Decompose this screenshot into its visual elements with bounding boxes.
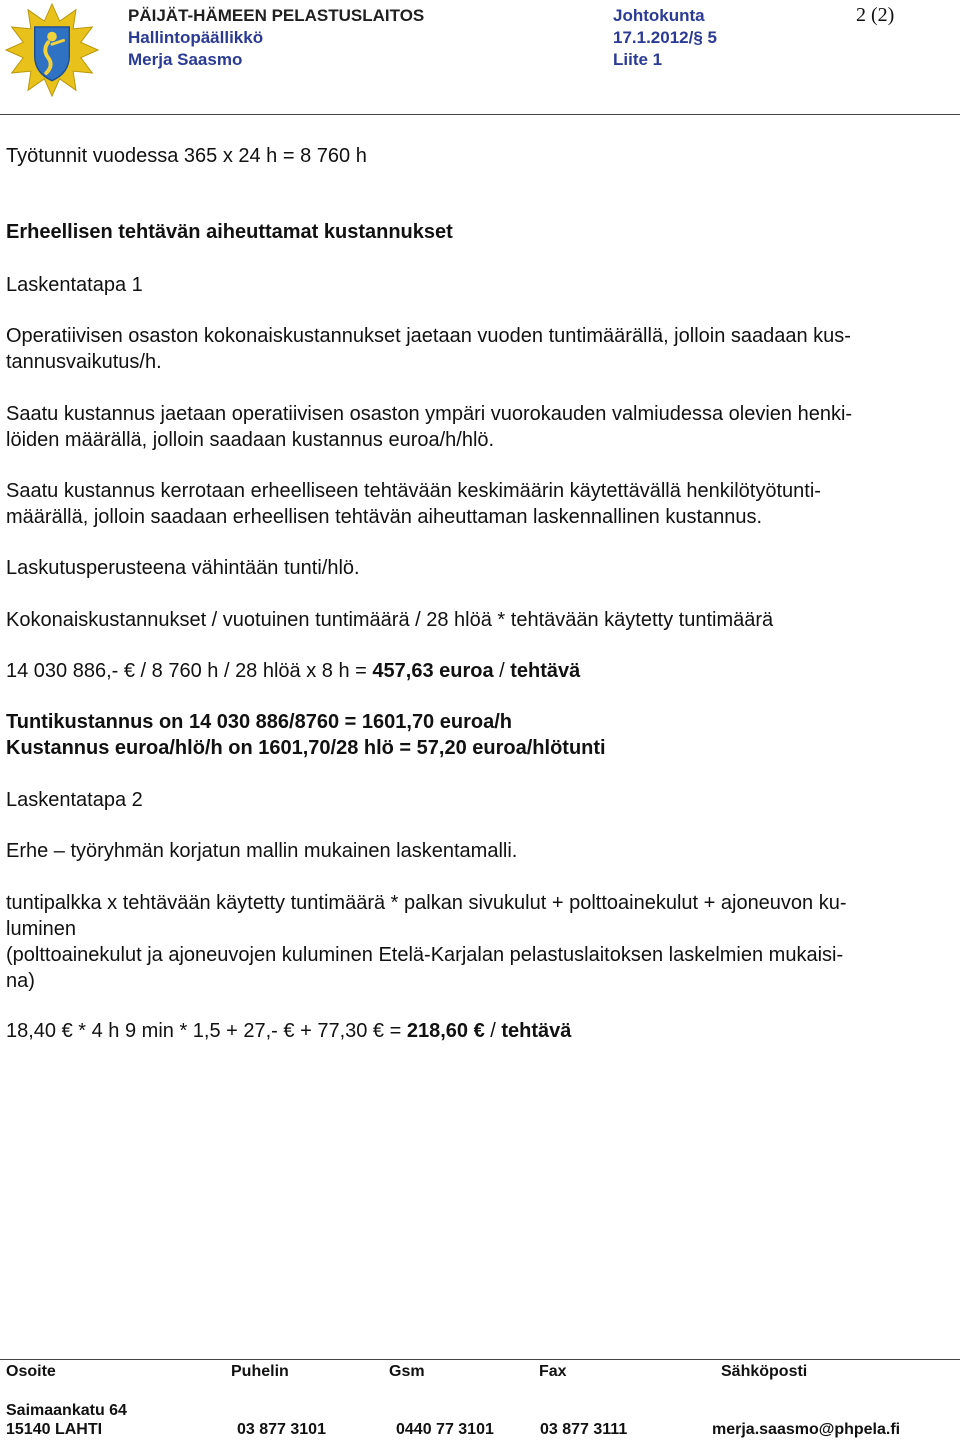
footer-label-fax: Fax	[539, 1363, 567, 1380]
work-hours-line: Työtunnit vuodessa 365 x 24 h = 8 760 h	[6, 145, 367, 167]
page-number: 2 (2)	[856, 4, 895, 26]
paragraph-multiplied	[6, 478, 956, 530]
hourly-cost: Tuntikustannus on 14 030 886/8760 = 1601,70 euroa/h	[6, 711, 512, 733]
board-name: Johtokunta	[613, 6, 705, 25]
paragraph-line: luminen	[6, 918, 77, 940]
paragraph-line: na)	[6, 970, 35, 992]
footer-label-address: Osoite	[6, 1363, 56, 1380]
paragraph-line: Saatu kustannus jaetaan operatiivisen osaston ympäri vuorokauden valmiudessa olevien henki-	[6, 403, 853, 425]
footer-city: 15140 LAHTI	[6, 1421, 103, 1438]
paragraph-operations	[6, 323, 956, 375]
author-name: Merja Saasmo	[128, 50, 243, 69]
calculation-expression: 18,40 € * 4 h 9 min * 1,5 + 27,- € + 77,30 € =	[6, 1020, 407, 1042]
paragraph-line: Saatu kustannus kerrotaan erheelliseen tehtävään keskimäärin käytettävällä henkilötyötunti-	[6, 480, 821, 502]
calculation-method-2	[6, 1018, 956, 1044]
calculation-unit: tehtävä	[510, 660, 581, 682]
calculation-separator: /	[493, 660, 511, 682]
calculation-result: 457,63 euroa	[372, 660, 494, 682]
paragraph-line: (polttoainekulut ja ajoneuvojen kuluminen Etelä-Karjalan pelastuslaitoksen laskelmien mukaisi-	[6, 944, 844, 966]
calculation-separator: /	[484, 1020, 502, 1042]
billing-basis: Laskutusperusteena vähintään tunti/hlö.	[6, 557, 360, 579]
organization-name: PÄIJÄT-HÄMEEN PELASTUSLAITOS	[128, 6, 425, 25]
paragraph-line: tuntipalkka x tehtävään käytetty tuntimäärä * palkan sivukulut + polttoainekulut + ajoneuvon ku-	[6, 892, 847, 914]
paragraph-line: määrällä, jolloin saadaan erheellisen tehtävän aiheuttaman laskennallinen kustannus.	[6, 506, 763, 528]
person-hour-cost: Kustannus euroa/hlö/h on 1601,70/28 hlö = 57,20 euroa/hlötunti	[6, 737, 606, 759]
footer-phone: 03 877 3101	[237, 1421, 326, 1438]
attachment-label: Liite 1	[613, 50, 663, 69]
meeting-reference: 17.1.2012/§ 5	[613, 28, 717, 47]
footer-street: Saimaankatu 64	[6, 1402, 127, 1419]
header-divider	[0, 114, 960, 115]
calculation-unit: tehtävä	[501, 1020, 572, 1042]
calculation-expression: 14 030 886,- € / 8 760 h / 28 hlöä x 8 h =	[6, 660, 373, 682]
calculation-result: 218,60 €	[406, 1020, 485, 1042]
method-2-description: Erhe – työryhmän korjatun mallin mukainen laskentamalli.	[6, 840, 518, 862]
paragraph-per-person	[6, 401, 956, 453]
footer-gsm: 0440 77 3101	[396, 1421, 494, 1438]
footer-fax: 03 877 3111	[540, 1421, 628, 1438]
paragraph-line: löiden määrällä, jolloin saadaan kustannus euroa/h/hlö.	[6, 429, 495, 451]
calculation-method-1	[6, 658, 956, 684]
author-role: Hallintopäällikkö	[128, 28, 264, 47]
formula-method-1: Kokonaiskustannukset / vuotuinen tuntimäärä / 28 hlöä * tehtävään käytetty tuntimäärä	[6, 609, 774, 631]
section-heading: Erheellisen tehtävän aiheuttamat kustannukset	[6, 221, 453, 243]
formula-method-2	[6, 890, 956, 994]
footer-email[interactable]: merja.saasmo@phpela.fi	[712, 1421, 901, 1438]
rescue-emblem-icon	[4, 2, 100, 98]
footer-label-phone: Puhelin	[231, 1363, 289, 1380]
footer-label-email: Sähköposti	[721, 1363, 808, 1380]
paragraph-line: Operatiivisen osaston kokonaiskustannukset jaetaan vuoden tuntimäärällä, jolloin saadaan kus-	[6, 325, 851, 347]
footer-label-gsm: Gsm	[389, 1363, 425, 1380]
paragraph-line: tannusvaikutus/h.	[6, 351, 162, 373]
method-2-label: Laskentatapa 2	[6, 789, 143, 811]
footer-divider	[0, 1359, 960, 1360]
method-1-label: Laskentatapa 1	[6, 274, 143, 296]
